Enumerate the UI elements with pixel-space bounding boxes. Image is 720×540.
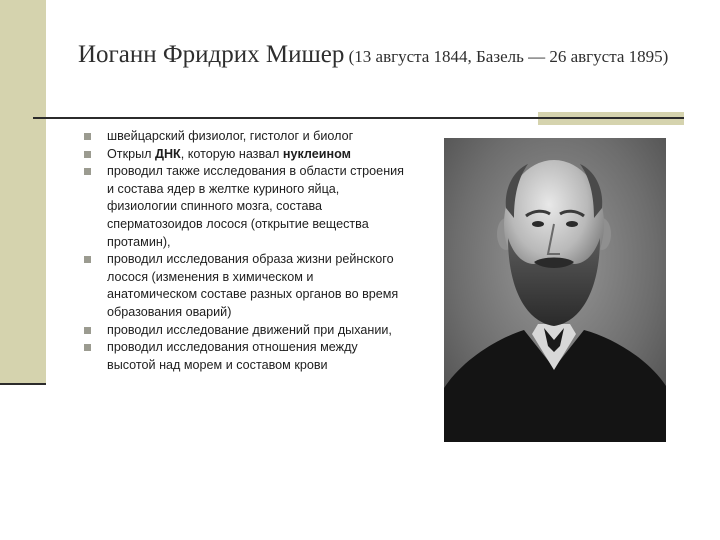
square-bullet-icon: [84, 133, 91, 140]
bullet-text: проводил исследования образа жизни рейнского лосося (изменения в химическом и анатомическом составе разных органов во время образования оварий): [107, 252, 399, 319]
bullet-text-before: Открыл: [107, 146, 155, 161]
portrait-photo: [444, 138, 666, 442]
square-bullet-icon: [84, 344, 91, 351]
accent-band-edge: [0, 383, 46, 385]
bullet-bold-dna: ДНК: [154, 146, 181, 161]
bullet-text: швейцарский физиолог, гистолог и биолог: [107, 129, 354, 143]
square-bullet-icon: [84, 327, 91, 334]
bullet-item: [84, 128, 404, 146]
accent-band: [0, 0, 46, 385]
bullet-text: проводил исследование движений при дыхании,: [107, 322, 392, 337]
title-name: Иоганн Фридрих Мишер: [78, 41, 345, 68]
bullet-text: проводил также исследования в области строения и состава ядер в желтке куриного яйца, физиологии спинного мозга, состава сперматозоидов лосося (открытие вещества протамин),: [107, 164, 404, 249]
bullet-item: [84, 163, 404, 251]
divider-line-right: [538, 117, 684, 119]
bullet-item: [84, 339, 404, 374]
bullet-item: [84, 146, 404, 164]
divider-line: [33, 117, 538, 119]
bullet-bold-nuclein: нуклеином: [282, 146, 351, 161]
bullet-item: [84, 322, 404, 340]
title-dates: (13 августа 1844, Базель — 26 августа 1895): [344, 47, 669, 66]
bullet-text: проводил исследования отношения между высотой над морем и составом крови: [107, 340, 358, 372]
square-bullet-icon: [84, 168, 91, 175]
square-bullet-icon: [84, 151, 91, 158]
bullet-item: [84, 251, 404, 321]
bullet-text-middle: , которую назвал: [180, 146, 283, 161]
square-bullet-icon: [84, 256, 91, 263]
slide-title: [78, 40, 678, 72]
bullet-list: [84, 128, 404, 374]
